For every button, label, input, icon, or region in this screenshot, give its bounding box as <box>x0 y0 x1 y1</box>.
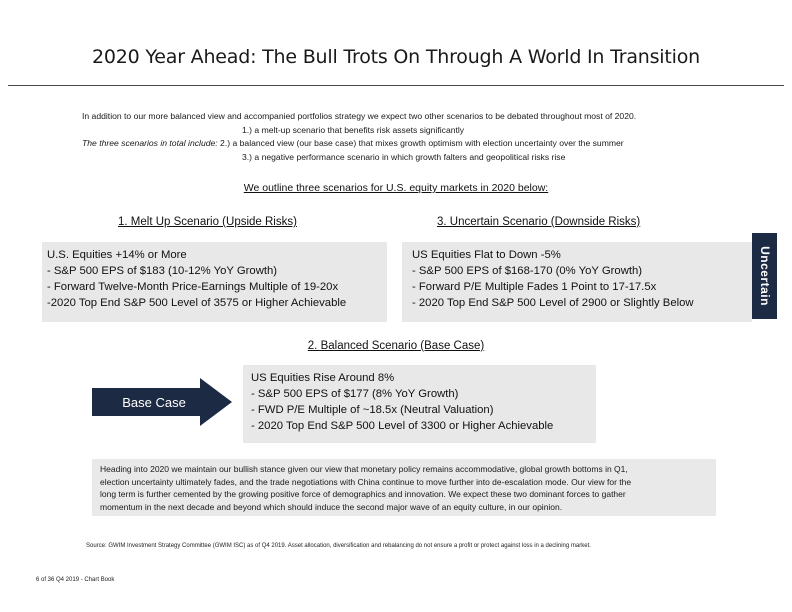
balanced-line: US Equities Rise Around 8% <box>251 372 395 384</box>
melt-up-heading: 1. Melt Up Scenario (Upside Risks) <box>118 216 297 228</box>
balanced-heading: 2. Balanced Scenario (Base Case) <box>307 340 485 352</box>
uncertain-tag-label: Uncertain <box>757 246 772 306</box>
intro-scenario-lead: The three scenarios in total include: <box>82 138 218 149</box>
intro-scenario-2-text: 2.) a balanced view (our base case) that mixes growth optimism with election uncertainty over the summer <box>217 138 624 149</box>
base-case-label: Base Case <box>122 394 186 410</box>
uncertain-line: - 2020 Top End S&P 500 Level of 2900 or Slightly Below <box>412 297 694 309</box>
uncertain-box <box>402 242 752 322</box>
uncertain-line: - Forward P/E Multiple Fades 1 Point to 17-17.5x <box>412 281 657 293</box>
page-title: 2020 Year Ahead: The Bull Trots On Through A World In Transition <box>92 46 700 68</box>
balanced-line: - 2020 Top End S&P 500 Level of 3300 or Higher Achievable <box>251 420 554 432</box>
balanced-line: - FWD P/E Multiple of ~18.5x (Neutral Valuation) <box>251 404 494 416</box>
note-line: long term is further cemented by the growing positive force of demographics and innovation. We expect these two dominant forces to gather <box>100 489 626 500</box>
intro-text <box>82 110 722 165</box>
melt-up-line: U.S. Equities +14% or More <box>47 249 187 261</box>
source-note: Source: GWIM Investment Strategy Committee (GWIM ISC) as of Q4 2019. Asset allocation, diversification and rebalancing do not ensure a profit or protect against loss in a declining market. <box>86 543 591 549</box>
uncertain-line: US Equities Flat to Down -5% <box>412 249 561 261</box>
intro-scenario-2 <box>82 137 722 151</box>
melt-up-box <box>42 242 387 322</box>
melt-up-line: -2020 Top End S&P 500 Level of 3575 or Higher Achievable <box>47 297 347 309</box>
intro-line: In addition to our more balanced view and accompanied portfolios strategy we expect two other scenarios to be debated throughout most of 2020. <box>82 111 637 121</box>
title-divider <box>8 85 784 86</box>
melt-up-line: - S&P 500 EPS of $183 (10-12% YoY Growth) <box>47 265 278 277</box>
note-line: momentum in the next decade and beyond which should induce the second major wave of an equity culture, in our opinion. <box>100 501 563 512</box>
balanced-box <box>243 365 596 443</box>
note-line: Heading into 2020 we maintain our bullish stance given our view that monetary policy remains accommodative, global growth bottoms in Q1, <box>100 464 628 474</box>
uncertain-side-tag <box>752 233 777 319</box>
outlook-note <box>92 459 716 516</box>
uncertain-heading: 3. Uncertain Scenario (Downside Risks) <box>437 216 641 228</box>
balanced-line: - S&P 500 EPS of $177 (8% YoY Growth) <box>251 388 459 400</box>
intro-scenario-1: 1.) a melt-up scenario that benefits risk assets significantly <box>242 124 465 135</box>
note-line: election uncertainty ultimately fades, and the trade negotiations with China continue to move further into de-escalation mode. Our view for the <box>100 476 632 487</box>
uncertain-line: - S&P 500 EPS of $168-170 (0% YoY Growth) <box>412 265 643 277</box>
page-footer: 6 of 36 Q4 2019 - Chart Book <box>36 577 115 583</box>
scenarios-heading: We outline three scenarios for U.S. equity markets in 2020 below: <box>243 182 549 194</box>
intro-scenario-3: 3.) a negative performance scenario in which growth falters and geopolitical risks rise <box>242 152 566 163</box>
melt-up-line: - Forward Twelve-Month Price-Earnings Multiple of 19-20x <box>47 281 339 293</box>
